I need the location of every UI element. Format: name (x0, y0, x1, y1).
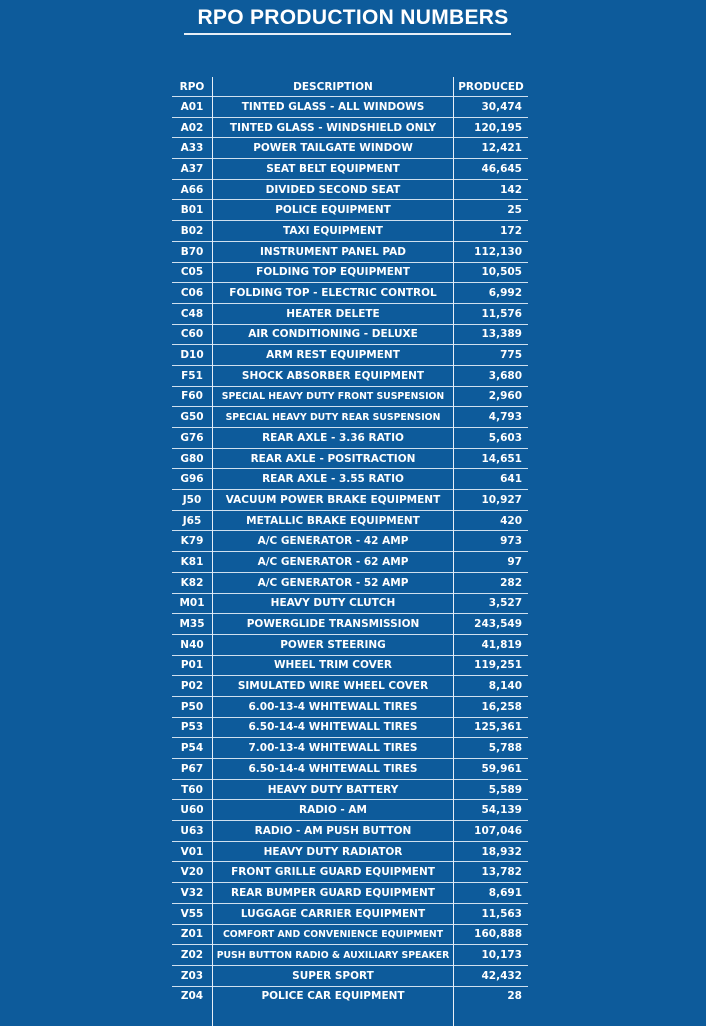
table-row (172, 862, 528, 883)
description-cell: RADIO - AM PUSH BUTTON (213, 821, 454, 842)
table-row (172, 221, 528, 242)
column-header-produced: PRODUCED (458, 80, 524, 93)
table-row (172, 738, 528, 759)
description-cell: POWER STEERING (213, 634, 454, 655)
produced-cell: 4,793 (454, 407, 529, 428)
produced-cell: 2,960 (454, 386, 529, 407)
table-row (172, 696, 528, 717)
rpo-cell: K81 (172, 552, 213, 573)
description-cell: HEAVY DUTY BATTERY (213, 779, 454, 800)
description-cell: SPECIAL HEAVY DUTY FRONT SUSPENSION (213, 386, 454, 407)
produced-cell: 12,421 (454, 138, 529, 159)
description-cell: WHEEL TRIM COVER (213, 655, 454, 676)
table-row (172, 386, 528, 407)
table-row (172, 800, 528, 821)
table-row (172, 965, 528, 986)
rpo-cell: P67 (172, 759, 213, 780)
rpo-cell: G80 (172, 448, 213, 469)
produced-cell: 54,139 (454, 800, 529, 821)
rpo-cell: B70 (172, 241, 213, 262)
table-row (172, 821, 528, 842)
rpo-cell: N40 (172, 634, 213, 655)
rpo-cell: D10 (172, 345, 213, 366)
description-cell: SPECIAL HEAVY DUTY REAR SUSPENSION (213, 407, 454, 428)
description-cell: FOLDING TOP - ELECTRIC CONTROL (213, 283, 454, 304)
rpo-cell: A37 (172, 159, 213, 180)
table-row (172, 779, 528, 800)
rpo-cell: P01 (172, 655, 213, 676)
description-cell: INSTRUMENT PANEL PAD (213, 241, 454, 262)
produced-cell: 243,549 (454, 614, 529, 635)
rpo-cell: U60 (172, 800, 213, 821)
rpo-cell: Z01 (172, 924, 213, 945)
rpo-cell: A33 (172, 138, 213, 159)
table-row (172, 490, 528, 511)
produced-cell: 14,651 (454, 448, 529, 469)
rpo-cell: A02 (172, 117, 213, 138)
table-row (172, 986, 528, 1006)
table-row (172, 717, 528, 738)
description-cell: HEATER DELETE (213, 303, 454, 324)
rpo-cell: J65 (172, 510, 213, 531)
table-row (172, 365, 528, 386)
description-cell: VACUUM POWER BRAKE EQUIPMENT (213, 490, 454, 511)
description-cell: REAR AXLE - POSITRACTION (213, 448, 454, 469)
table-row (172, 407, 528, 428)
description-cell: SHOCK ABSORBER EQUIPMENT (213, 365, 454, 386)
table-row (172, 159, 528, 180)
produced-cell: 25 (454, 200, 529, 221)
table-row (172, 262, 528, 283)
rpo-cell: C06 (172, 283, 213, 304)
description-cell: DIVIDED SECOND SEAT (213, 179, 454, 200)
table-row (172, 841, 528, 862)
table-row (172, 945, 528, 966)
rpo-production-table (172, 77, 528, 1026)
produced-cell: 420 (454, 510, 529, 531)
rpo-cell: B02 (172, 221, 213, 242)
produced-cell: 6,992 (454, 283, 529, 304)
description-cell: SUPER SPORT (213, 965, 454, 986)
rpo-cell: K79 (172, 531, 213, 552)
produced-cell: 8,140 (454, 676, 529, 697)
rpo-cell: F60 (172, 386, 213, 407)
rpo-cell: V55 (172, 903, 213, 924)
description-cell: PUSH BUTTON RADIO & AUXILIARY SPEAKER (213, 945, 454, 966)
produced-cell: 112,130 (454, 241, 529, 262)
rpo-cell: V32 (172, 883, 213, 904)
table-row (172, 97, 528, 118)
table-row (172, 634, 528, 655)
rpo-cell: C60 (172, 324, 213, 345)
table-row (172, 759, 528, 780)
rpo-cell: G50 (172, 407, 213, 428)
rpo-cell: U63 (172, 821, 213, 842)
table-row (172, 593, 528, 614)
description-cell: REAR AXLE - 3.36 RATIO (213, 428, 454, 449)
rpo-cell: P53 (172, 717, 213, 738)
rpo-cell: P50 (172, 696, 213, 717)
table-row (172, 469, 528, 490)
produced-cell: 10,505 (454, 262, 529, 283)
rpo-cell: P02 (172, 676, 213, 697)
rpo-cell: Z04 (172, 986, 213, 1006)
table-row (172, 283, 528, 304)
description-cell: RADIO - AM (213, 800, 454, 821)
table-row (172, 655, 528, 676)
produced-cell: 160,888 (454, 924, 529, 945)
description-cell: POLICE EQUIPMENT (213, 200, 454, 221)
produced-cell: 5,589 (454, 779, 529, 800)
description-cell: FRONT GRILLE GUARD EQUIPMENT (213, 862, 454, 883)
rpo-cell: T60 (172, 779, 213, 800)
produced-cell: 13,782 (454, 862, 529, 883)
produced-cell: 59,961 (454, 759, 529, 780)
produced-cell: 5,603 (454, 428, 529, 449)
description-cell: FOLDING TOP EQUIPMENT (213, 262, 454, 283)
table-row (172, 614, 528, 635)
table-row (172, 241, 528, 262)
produced-cell: 3,680 (454, 365, 529, 386)
table-row (172, 303, 528, 324)
produced-cell: 42,432 (454, 965, 529, 986)
table-row (172, 117, 528, 138)
table-row (172, 924, 528, 945)
produced-cell: 16,258 (454, 696, 529, 717)
produced-cell: 973 (454, 531, 529, 552)
description-cell: SIMULATED WIRE WHEEL COVER (213, 676, 454, 697)
rpo-cell: Z03 (172, 965, 213, 986)
description-cell: ARM REST EQUIPMENT (213, 345, 454, 366)
produced-cell: 120,195 (454, 117, 529, 138)
produced-cell: 28 (454, 986, 529, 1006)
description-cell: METALLIC BRAKE EQUIPMENT (213, 510, 454, 531)
rpo-cell: C48 (172, 303, 213, 324)
description-cell: 7.00-13-4 WHITEWALL TIRES (213, 738, 454, 759)
table-row (172, 138, 528, 159)
description-cell: HEAVY DUTY RADIATOR (213, 841, 454, 862)
table-row (172, 552, 528, 573)
description-cell: REAR BUMPER GUARD EQUIPMENT (213, 883, 454, 904)
table-row (172, 448, 528, 469)
rpo-cell: J50 (172, 490, 213, 511)
description-cell: 6.50-14-4 WHITEWALL TIRES (213, 717, 454, 738)
produced-cell: 142 (454, 179, 529, 200)
description-cell: 6.50-14-4 WHITEWALL TIRES (213, 759, 454, 780)
produced-cell: 30,474 (454, 97, 529, 118)
produced-cell: 3,527 (454, 593, 529, 614)
produced-cell: 10,173 (454, 945, 529, 966)
description-cell: TAXI EQUIPMENT (213, 221, 454, 242)
produced-cell: 282 (454, 572, 529, 593)
produced-cell: 119,251 (454, 655, 529, 676)
table-row (172, 510, 528, 531)
rpo-cell: A66 (172, 179, 213, 200)
produced-cell: 41,819 (454, 634, 529, 655)
table-footer-spacer (172, 1006, 528, 1026)
description-cell: TINTED GLASS - WINDSHIELD ONLY (213, 117, 454, 138)
rpo-cell: K82 (172, 572, 213, 593)
table-row (172, 903, 528, 924)
produced-cell: 641 (454, 469, 529, 490)
table-row (172, 531, 528, 552)
table-row (172, 883, 528, 904)
page-title: RPO PRODUCTION NUMBERS (197, 6, 509, 29)
table-row (172, 200, 528, 221)
produced-cell: 13,389 (454, 324, 529, 345)
produced-cell: 775 (454, 345, 529, 366)
description-cell: TINTED GLASS - ALL WINDOWS (213, 97, 454, 118)
rpo-cell: M35 (172, 614, 213, 635)
column-header-description: DESCRIPTION (213, 77, 454, 97)
produced-cell: 11,576 (454, 303, 529, 324)
rpo-cell: C05 (172, 262, 213, 283)
description-cell: POWERGLIDE TRANSMISSION (213, 614, 454, 635)
description-cell: A/C GENERATOR - 62 AMP (213, 552, 454, 573)
rpo-cell: V01 (172, 841, 213, 862)
produced-cell: 11,563 (454, 903, 529, 924)
table-row (172, 324, 528, 345)
table-row (172, 572, 528, 593)
table-row (172, 179, 528, 200)
produced-cell: 46,645 (454, 159, 529, 180)
description-cell: HEAVY DUTY CLUTCH (213, 593, 454, 614)
table-row (172, 428, 528, 449)
rpo-cell: V20 (172, 862, 213, 883)
rpo-cell: P54 (172, 738, 213, 759)
rpo-cell: G96 (172, 469, 213, 490)
produced-cell: 5,788 (454, 738, 529, 759)
table-header-row (172, 77, 528, 97)
produced-cell: 172 (454, 221, 529, 242)
description-cell: POLICE CAR EQUIPMENT (213, 986, 454, 1006)
rpo-cell: B01 (172, 200, 213, 221)
description-cell: AIR CONDITIONING - DELUXE (213, 324, 454, 345)
description-cell: REAR AXLE - 3.55 RATIO (213, 469, 454, 490)
produced-cell: 8,691 (454, 883, 529, 904)
rpo-cell: Z02 (172, 945, 213, 966)
description-cell: SEAT BELT EQUIPMENT (213, 159, 454, 180)
rpo-cell: F51 (172, 365, 213, 386)
description-cell: POWER TAILGATE WINDOW (213, 138, 454, 159)
produced-cell: 107,046 (454, 821, 529, 842)
description-cell: LUGGAGE CARRIER EQUIPMENT (213, 903, 454, 924)
description-cell: 6.00-13-4 WHITEWALL TIRES (213, 696, 454, 717)
title-underline (184, 33, 511, 35)
table-row (172, 676, 528, 697)
description-cell: COMFORT AND CONVENIENCE EQUIPMENT (213, 924, 454, 945)
rpo-cell: G76 (172, 428, 213, 449)
rpo-cell: M01 (172, 593, 213, 614)
description-cell: A/C GENERATOR - 52 AMP (213, 572, 454, 593)
produced-cell: 18,932 (454, 841, 529, 862)
description-cell: A/C GENERATOR - 42 AMP (213, 531, 454, 552)
produced-cell: 125,361 (454, 717, 529, 738)
rpo-cell: A01 (172, 97, 213, 118)
table-row (172, 345, 528, 366)
column-header-rpo: RPO (172, 77, 213, 97)
produced-cell: 10,927 (454, 490, 529, 511)
produced-cell: 97 (454, 552, 529, 573)
